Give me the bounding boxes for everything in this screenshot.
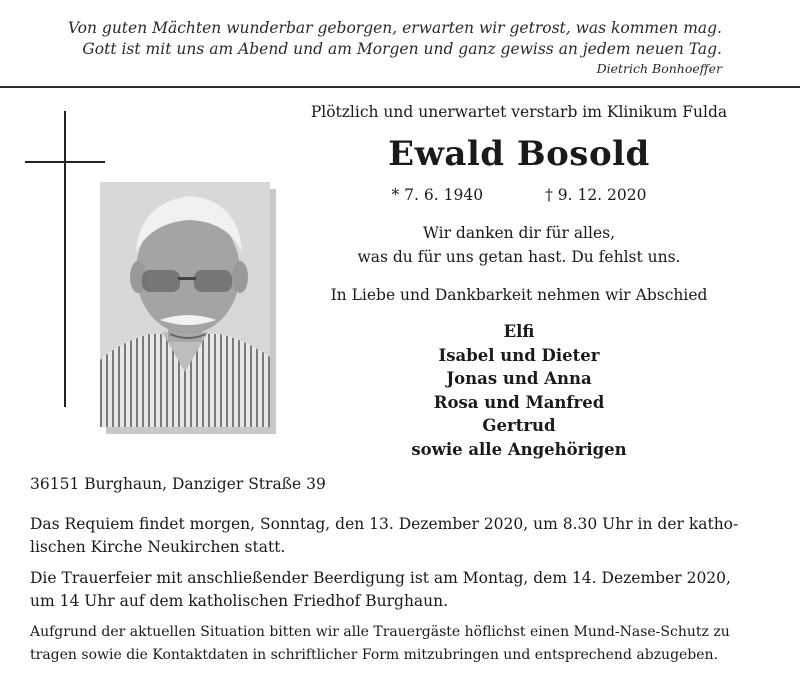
thanks-line: Wir danken dir für alles, bbox=[422, 224, 616, 242]
quote-line: Von guten Mächten wunderbar geborgen, erwarten wir getrost, was kommen mag. bbox=[67, 19, 722, 37]
quote-author: Dietrich Bonhoeffer bbox=[596, 61, 722, 76]
paragraph-line: Aufgrund der aktuellen Situation bitten wir alle Trauergäste höflichst einen Mund-Nase-Schutz zu bbox=[30, 624, 730, 640]
paragraph-line: Die Trauerfeier mit anschließender Beerdigung ist am Montag, dem 14. Dezember 2020, bbox=[30, 569, 731, 587]
bonhoeffer-quote bbox=[30, 18, 722, 78]
death-date: † 9. 12. 2020 bbox=[545, 186, 647, 204]
paragraph-line: tragen sowie die Kontaktdaten in schriftlicher Form mitzubringen und entsprechend abzugeben. bbox=[30, 647, 719, 663]
family-member: Jonas und Anna bbox=[446, 369, 592, 388]
life-dates bbox=[298, 186, 740, 204]
family-member: sowie alle Angehörigen bbox=[411, 439, 627, 459]
family-member: Elfi bbox=[503, 322, 535, 341]
requiem-paragraph bbox=[30, 513, 772, 559]
intro-text: Plötzlich und unerwartet verstarb im Klinikum Fulda bbox=[310, 103, 728, 121]
family-member: Isabel und Dieter bbox=[438, 345, 600, 365]
family-member: Gertrud bbox=[482, 416, 556, 435]
portrait-icon bbox=[100, 182, 270, 427]
cross-icon-horizontal bbox=[25, 161, 105, 163]
funeral-paragraph bbox=[30, 567, 772, 613]
paragraph-line: um 14 Uhr auf dem katholischen Friedhof Burghaun. bbox=[30, 592, 449, 610]
quote-line: Gott ist mit uns am Abend und am Morgen und ganz gewiss an jedem neuen Tag. bbox=[82, 40, 722, 58]
paragraph-line: lischen Kirche Neukirchen statt. bbox=[30, 538, 286, 556]
thanks-line: was du für uns getan hast. Du fehlst uns. bbox=[357, 248, 681, 266]
farewell-text: In Liebe und Dankbarkeit nehmen wir Abschied bbox=[330, 286, 708, 304]
notice-paragraph bbox=[30, 621, 772, 667]
portrait-photo bbox=[100, 182, 270, 427]
birth-date: * 7. 6. 1940 bbox=[391, 186, 484, 204]
family-member: Rosa und Manfred bbox=[433, 392, 605, 412]
thanks-text bbox=[298, 221, 740, 269]
paragraph-line: Das Requiem findet morgen, Sonntag, den 13. Dezember 2020, um 8.30 Uhr in der katho- bbox=[30, 515, 739, 533]
deceased-name: Ewald Bosold bbox=[388, 134, 650, 174]
address: 36151 Burghaun, Danziger Straße 39 bbox=[30, 475, 326, 493]
divider-line bbox=[0, 86, 800, 88]
family-list bbox=[298, 320, 740, 461]
cross-icon-vertical bbox=[64, 111, 66, 407]
